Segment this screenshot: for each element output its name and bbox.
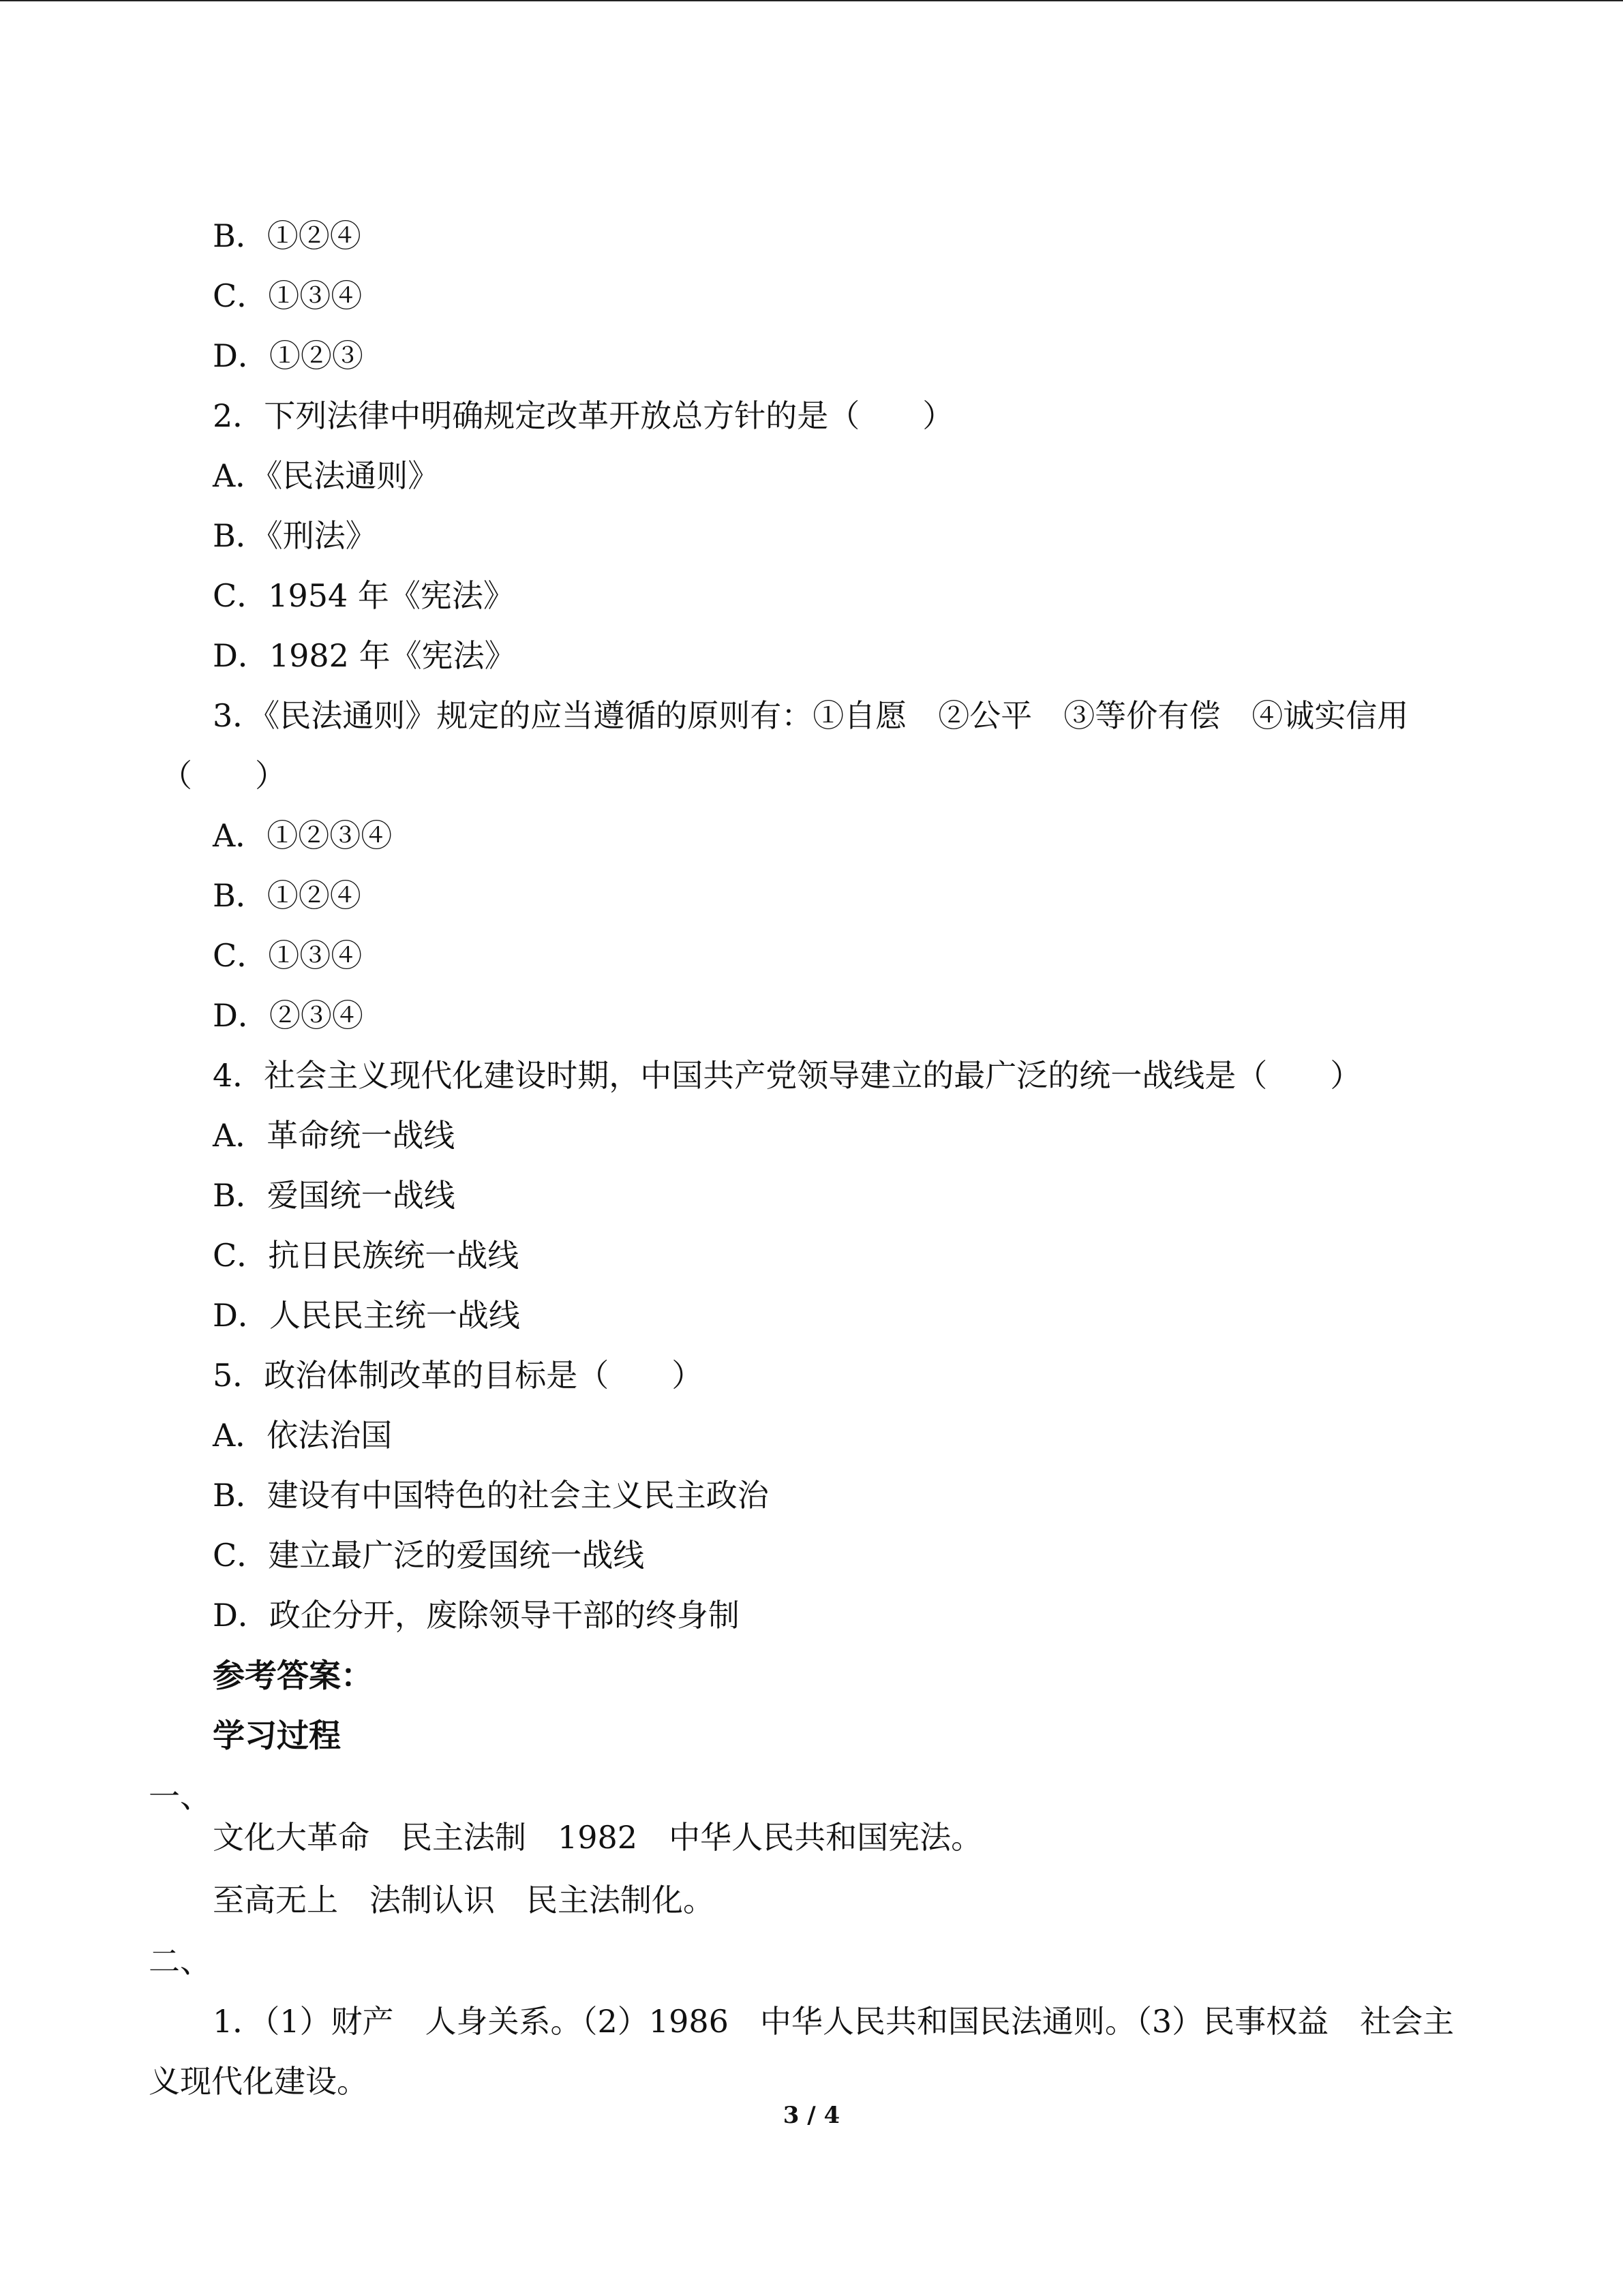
q1-option-d: D．①②③: [213, 337, 363, 374]
q4-option-d: D．人民民主统一战线: [213, 1297, 520, 1334]
section-one-answer-2: 至高无上 法制认识 民主法制化。: [213, 1882, 714, 1918]
q1-option-c: C．①③④: [213, 277, 363, 314]
question-4: 4．社会主义现代化建设时期，中国共产党领导建立的最广泛的统一战线是（ ）: [213, 1057, 1362, 1094]
q5-option-b: B．建设有中国特色的社会主义民主政治: [213, 1477, 769, 1514]
page-number: 3 / 4: [783, 2102, 840, 2129]
question-3: 3．《民法通则》规定的应当遵循的原则有：①自愿 ②公平 ③等价有偿 ④诚实信用: [213, 697, 1409, 734]
q2-option-b: B．《刑法》: [213, 517, 377, 554]
q2-option-a: A．《民法通则》: [213, 457, 440, 494]
q5-option-d: D．政企分开，废除领导干部的终身制: [213, 1597, 740, 1634]
q3-option-d: D．②③④: [213, 997, 363, 1034]
q3-option-a: A．①②③④: [213, 817, 393, 854]
section-one-answer-1: 文化大革命 民主法制 1982 中华人民共和国宪法。: [213, 1819, 983, 1856]
q1-option-b: B．①②④: [213, 217, 361, 254]
q3-option-c: C．①③④: [213, 937, 363, 974]
section-two-answer-1: 1．（1）财产 人身关系。（2）1986 中华人民共和国民法通则。（3）民事权益 社会主: [213, 2003, 1455, 2040]
question-3-blank: （ ）: [161, 757, 286, 794]
q2-option-c: C．1954 年《宪法》: [213, 577, 515, 614]
learning-process-heading: 学习过程: [213, 1717, 341, 1755]
section-two-label: 二、: [149, 1943, 211, 1980]
q3-option-b: B．①②④: [213, 877, 361, 914]
section-two-answer-1-cont: 义现代化建设。: [149, 2063, 368, 2100]
q5-option-c: C．建立最广泛的爱国统一战线: [213, 1537, 645, 1574]
q4-option-c: C．抗日民族统一战线: [213, 1237, 519, 1274]
q4-option-b: B．爱国统一战线: [213, 1177, 455, 1214]
section-one-label: 一、: [149, 1778, 211, 1815]
q2-option-d: D．1982 年《宪法》: [213, 637, 516, 674]
question-2: 2．下列法律中明确规定改革开放总方针的是（ ）: [213, 397, 954, 434]
q5-option-a: A．依法治国: [213, 1417, 393, 1454]
answer-key-heading: 参考答案：: [213, 1657, 373, 1695]
q4-option-a: A．革命统一战线: [213, 1117, 455, 1154]
question-5: 5．政治体制改革的目标是（ ）: [213, 1357, 703, 1394]
